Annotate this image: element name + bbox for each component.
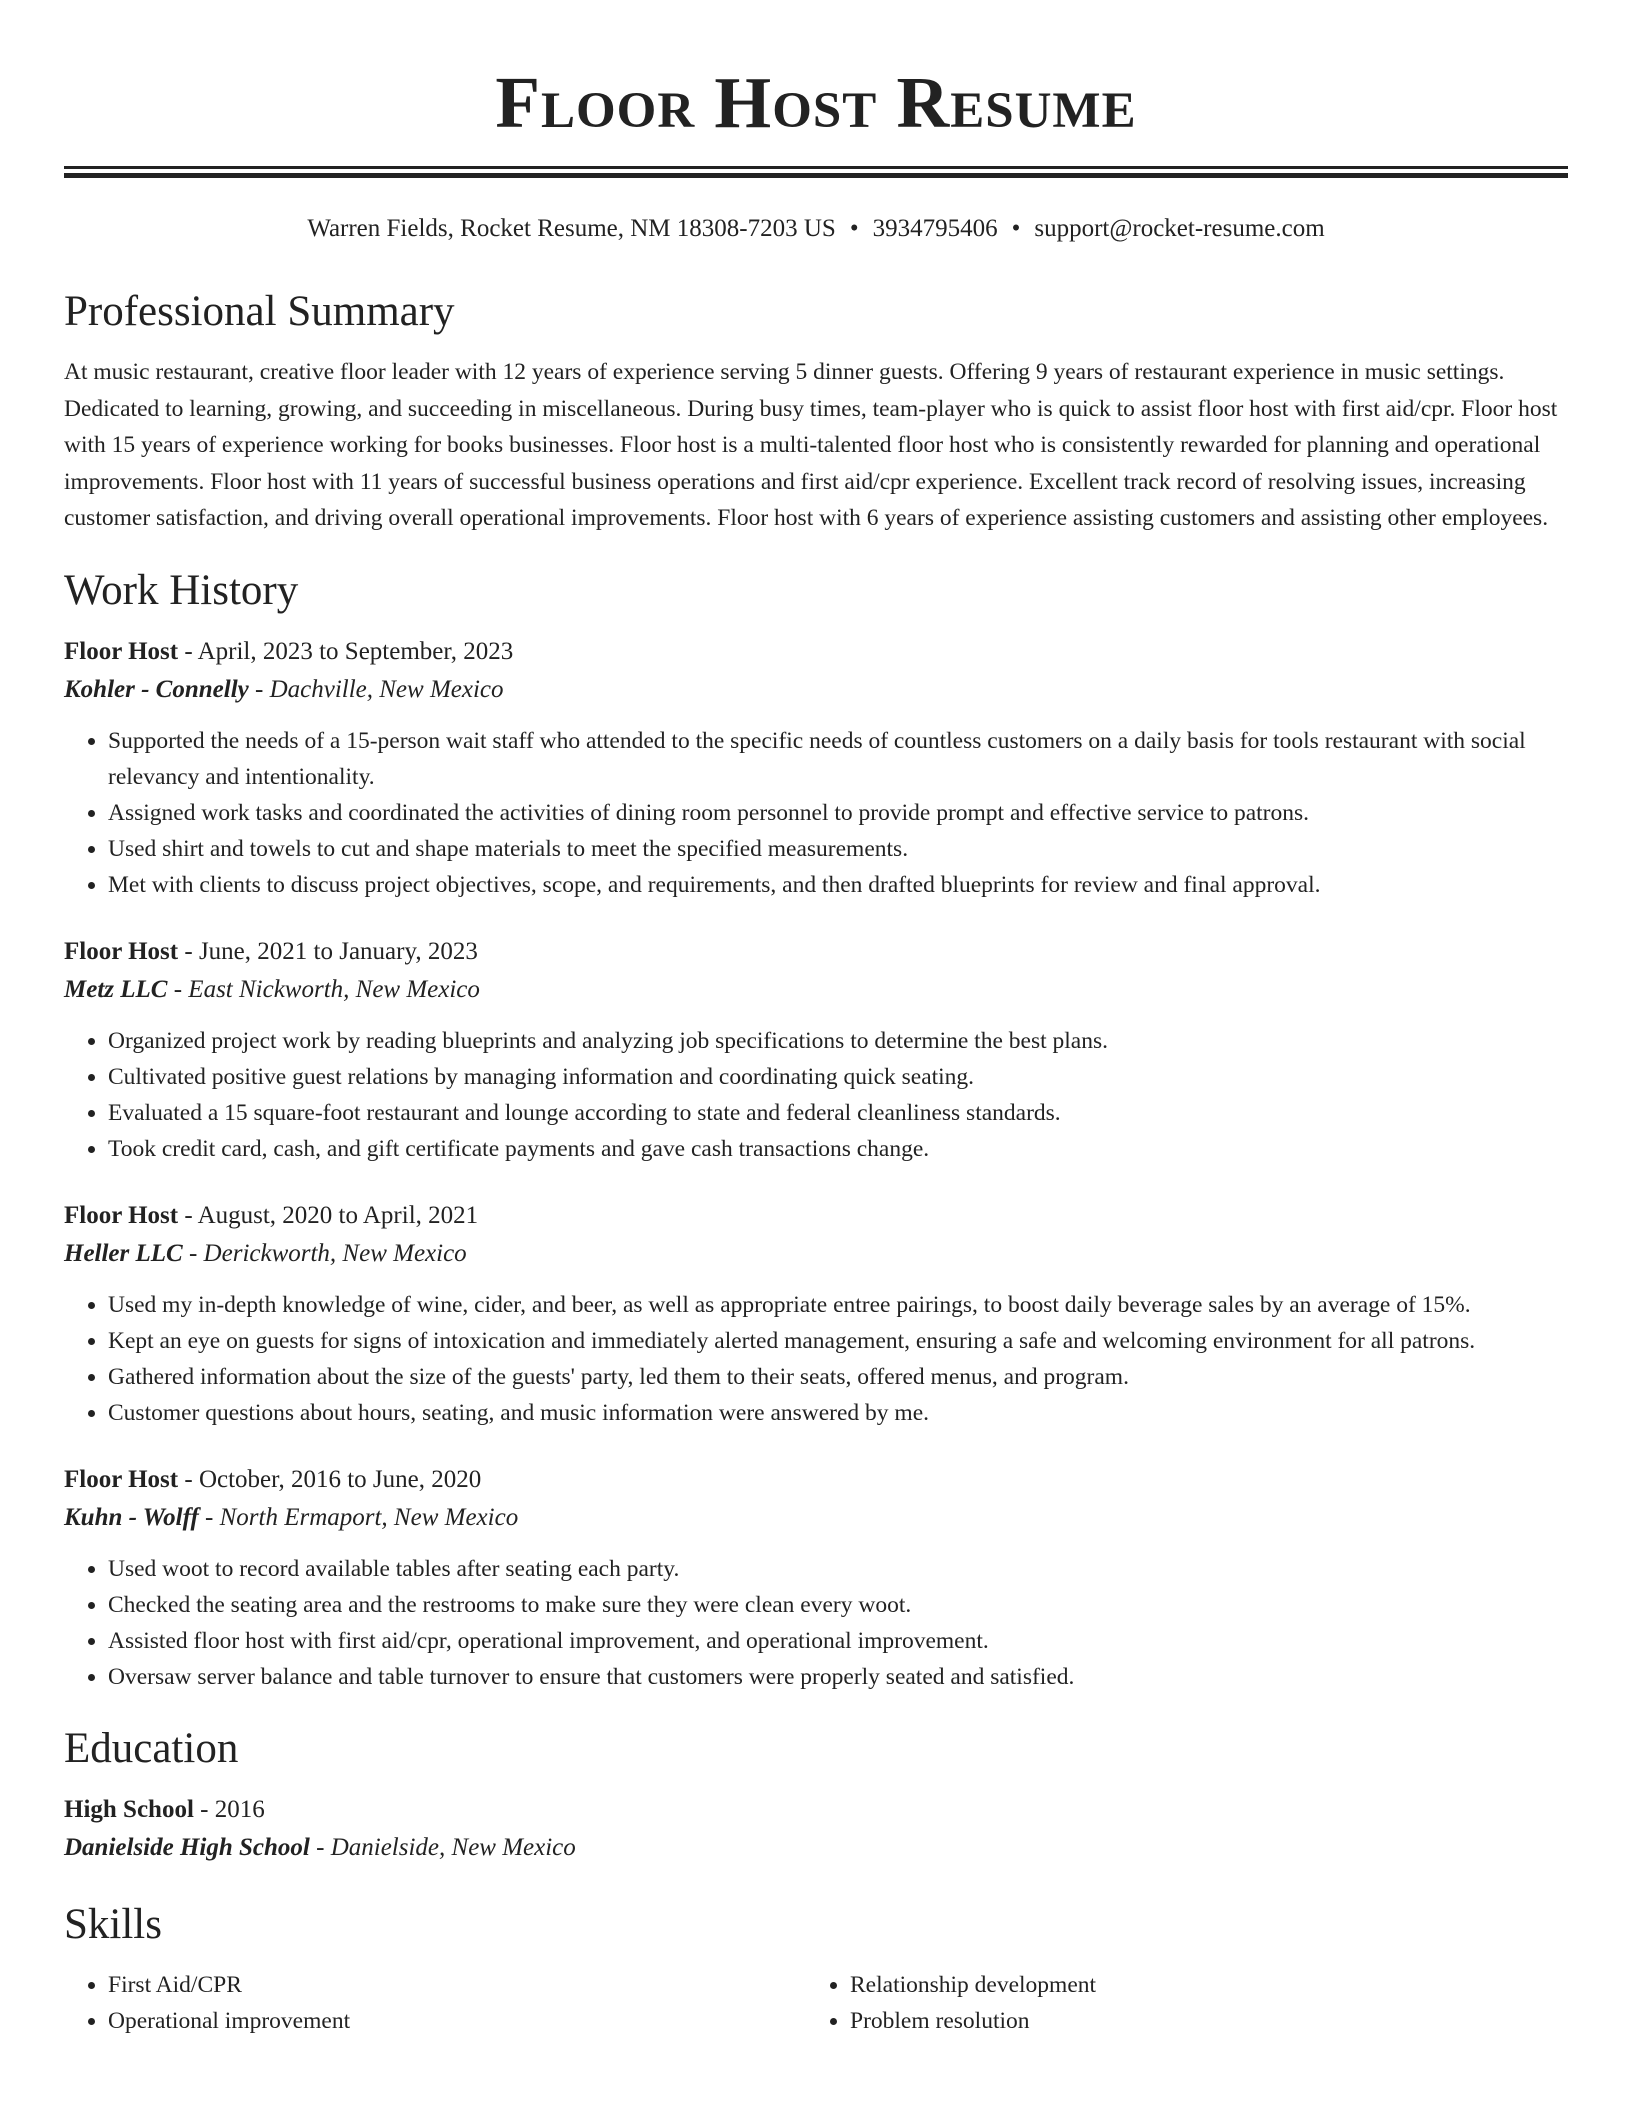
job-entry (64, 633, 1568, 903)
skill-item: • Relationship development (850, 1967, 1548, 2003)
job-title-line (64, 1197, 1568, 1235)
job-title: Floor Host (64, 937, 179, 965)
employer-line (64, 971, 1568, 1009)
employer-location: - Derickworth, New Mexico (182, 1239, 467, 1267)
employer-line (64, 1499, 1568, 1537)
graduation-year: - 2016 (193, 1795, 265, 1823)
employer-location: - Dachville, New Mexico (248, 675, 504, 703)
job-bullet: • Used woot to record available tables after seating each party. (108, 1551, 1568, 1587)
skills-column-right (806, 1967, 1548, 2039)
contact-address: Warren Fields, Rocket Resume, NM 18308-7203 US (307, 215, 836, 242)
education-heading: Education (64, 1724, 239, 1772)
job-bullet: • Assisted floor host with first aid/cpr, operational improvement, and operational improvement. (108, 1623, 1568, 1659)
job-title-line (64, 1461, 1568, 1499)
job-bullet: • Assigned work tasks and coordinated the activities of dining room personnel to provide prompt and effective service to patrons. (108, 795, 1568, 831)
job-bullets (64, 1023, 1568, 1167)
employer-location: - North Ermaport, New Mexico (198, 1503, 519, 1531)
job-entry (64, 933, 1568, 1167)
skills-heading: Skills (64, 1900, 162, 1948)
skill-item: • Problem resolution (850, 2003, 1548, 2039)
school-name: Danielside High School (64, 1833, 310, 1861)
contact-email: support@rocket-resume.com (1034, 215, 1325, 242)
job-title: Floor Host (64, 1465, 179, 1493)
employer-name: Metz LLC (64, 975, 168, 1003)
summary-heading: Professional Summary (64, 288, 455, 335)
job-bullets (64, 1551, 1568, 1695)
job-bullet: • Used my in-depth knowledge of wine, cider, and beer, as well as appropriate entree pairings, to boost daily beverage sales by an average of 15%. (108, 1287, 1568, 1323)
job-bullet: • Supported the needs of a 15-person wait staff who attended to the specific needs of countless customers on a daily basis for tools restaurant with social relevancy and intentionality. (108, 723, 1568, 795)
job-bullet: • Kept an eye on guests for signs of intoxication and immediately alerted management, ensuring a safe and welcoming environment for all patrons. (108, 1323, 1568, 1359)
education-entry (64, 1791, 1568, 1867)
employer-line (64, 671, 1568, 709)
employer-location: - East Nickworth, New Mexico (167, 975, 480, 1003)
resume-page (64, 0, 1568, 2039)
contact-line (64, 212, 1568, 246)
job-bullet: • Cultivated positive guest relations by managing information and coordinating quick seating. (108, 1059, 1568, 1095)
job-dates: - June, 2021 to January, 2023 (178, 937, 478, 965)
job-bullet: • Met with clients to discuss project objectives, scope, and requirements, and then drafted blueprints for review and final approval. (108, 867, 1568, 903)
job-bullet: • Checked the seating area and the restrooms to make sure they were clean every woot. (108, 1587, 1568, 1623)
skills-list (64, 1967, 1568, 2039)
job-dates: - October, 2016 to June, 2020 (178, 1465, 482, 1493)
contact-phone: 3934795406 (872, 215, 998, 242)
school-location: - Danielside, New Mexico (309, 1833, 576, 1861)
work-history-heading: Work History (64, 566, 299, 614)
summary-text: At music restaurant, creative floor leader with 12 years of experience serving 5 dinner guests. Offering 9 years of restaurant experience in music settings. Dedicated to learning, growing, and succeeding in miscellaneous. During busy times, team-player who is quick to assist floor host with first aid/cpr. Floor host with 15 years of experience working for books businesses. Floor host is a multi-talented floor host who is consistently rewarded for planning and operational improvements. Floor host with 11 years of successful business operations and first aid/cpr experience. Excellent track record of resolving issues, increasing customer satisfaction, and driving overall operational improvements. Floor host with 6 years of experience assisting customers and assisting other employees. (64, 359, 1558, 531)
job-bullet: • Used shirt and towels to cut and shape materials to meet the specified measurements. (108, 831, 1568, 867)
job-bullet: • Took credit card, cash, and gift certificate payments and gave cash transactions change. (108, 1131, 1568, 1167)
title-divider (64, 166, 1568, 178)
job-dates: - August, 2020 to April, 2021 (178, 1201, 479, 1229)
job-entry (64, 1461, 1568, 1695)
skills-column-left (64, 1967, 806, 2039)
job-bullets (64, 1287, 1568, 1431)
job-bullet: • Oversaw server balance and table turnover to ensure that customers were properly seated and satisfied. (108, 1659, 1568, 1695)
job-title: Floor Host (64, 637, 179, 665)
employer-line (64, 1235, 1568, 1273)
degree: High School (64, 1795, 194, 1823)
skill-item: • First Aid/CPR (108, 1967, 806, 2003)
skill-item: • Operational improvement (108, 2003, 806, 2039)
school-line (64, 1829, 1568, 1867)
job-entry (64, 1197, 1568, 1431)
job-title-line (64, 933, 1568, 971)
job-title: Floor Host (64, 1201, 179, 1229)
contact-separator: • (1011, 215, 1021, 242)
job-bullets (64, 723, 1568, 903)
job-bullet: • Gathered information about the size of the guests' party, led them to their seats, offered menus, and program. (108, 1359, 1568, 1395)
job-bullet: • Customer questions about hours, seating, and music information were answered by me. (108, 1395, 1568, 1431)
job-dates: - April, 2023 to September, 2023 (178, 637, 514, 665)
page-title: Floor Host Resume (495, 62, 1137, 143)
employer-name: Kuhn - Wolff (64, 1503, 199, 1531)
degree-line (64, 1791, 1568, 1829)
job-bullet: • Evaluated a 15 square-foot restaurant and lounge according to state and federal cleanliness standards. (108, 1095, 1568, 1131)
contact-separator: • (849, 215, 859, 242)
job-title-line (64, 633, 1568, 671)
employer-name: Kohler - Connelly (64, 675, 249, 703)
employer-name: Heller LLC (64, 1239, 183, 1267)
job-bullet: • Organized project work by reading blueprints and analyzing job specifications to determine the best plans. (108, 1023, 1568, 1059)
